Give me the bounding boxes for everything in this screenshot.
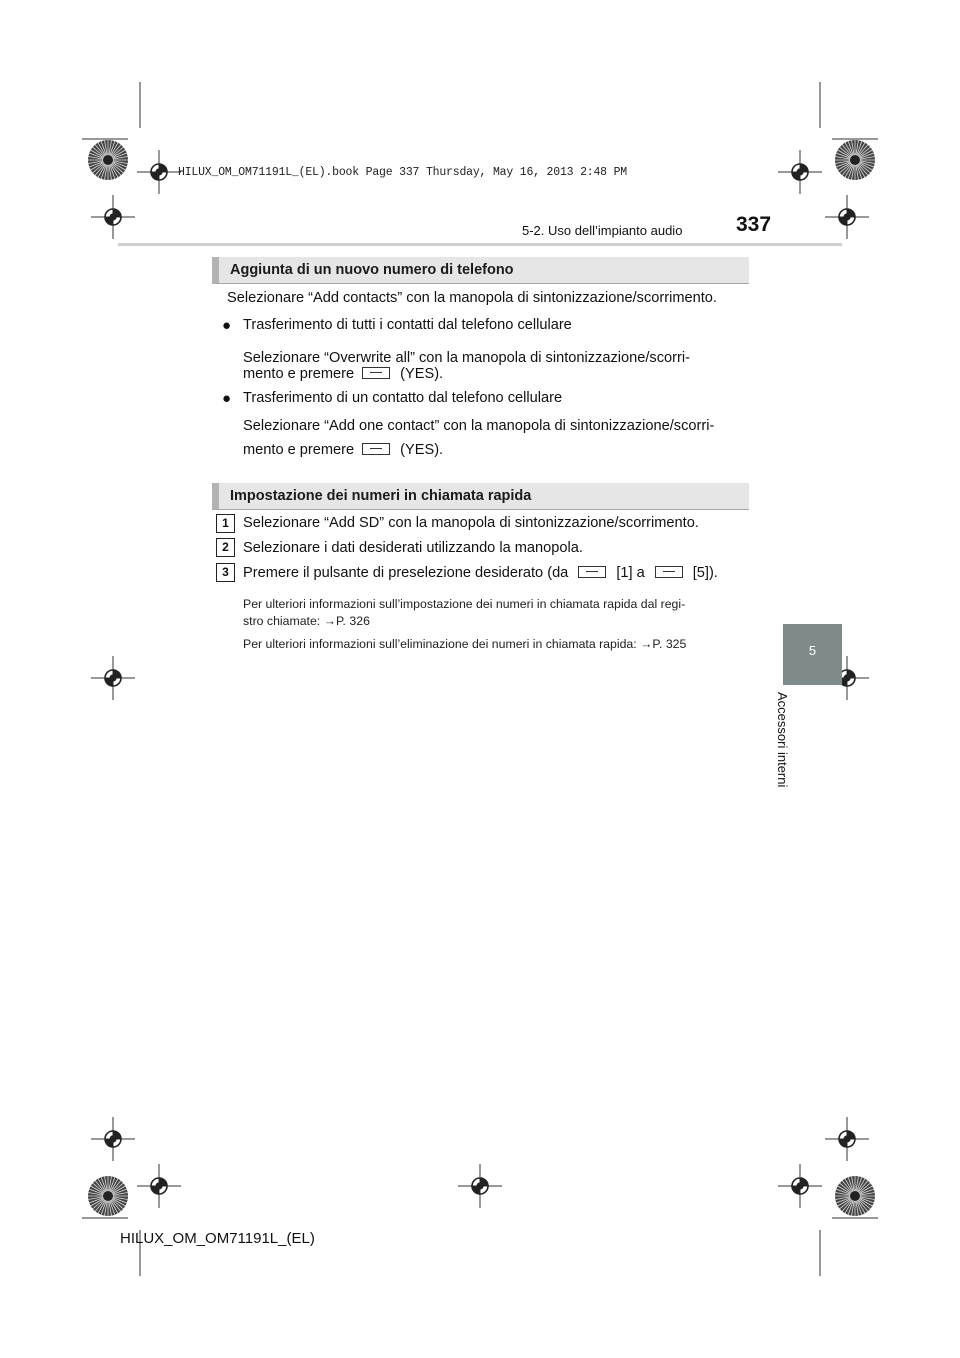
step-text-part: [5]). xyxy=(692,565,718,581)
bullet-line-text: (YES). xyxy=(400,442,444,458)
registration-mark-icon xyxy=(91,656,135,700)
radial-target-icon xyxy=(835,140,875,180)
bullet-title: Trasferimento di un contatto dal telefono cellulare xyxy=(243,390,563,406)
bullet-line-2 xyxy=(243,366,443,382)
chapter-tab-number: 5 xyxy=(808,643,817,658)
section-title: 5-2. Uso dell’impianto audio xyxy=(522,223,683,238)
header-rule xyxy=(118,243,842,246)
step-text: Selezionare “Add SD” con la manopola di sintonizzazione/scorrimento. xyxy=(243,515,699,531)
registration-mark-icon xyxy=(778,1164,822,1208)
radial-target-icon xyxy=(88,1176,128,1216)
preset-button-icon xyxy=(362,367,390,379)
step-text-part: [1] a xyxy=(616,565,645,581)
step-text-part: Premere il pulsante di preselezione desiderato (da xyxy=(243,565,569,581)
section-heading-text: Aggiunta di un nuovo numero di telefono xyxy=(230,262,514,278)
intro-text: Selezionare “Add contacts” con la manopola di sintonizzazione/scorrimento. xyxy=(227,290,717,306)
preset-button-icon xyxy=(362,443,390,455)
preset-button-icon xyxy=(655,566,683,578)
chapter-label-text: Accessori interni xyxy=(775,692,790,788)
registration-mark-icon xyxy=(778,150,822,194)
bullet-line: Selezionare “Overwrite all” con la manopola di sintonizzazione/scorri- xyxy=(243,350,690,366)
bullet-line-text: (YES). xyxy=(400,366,444,382)
chapter-tab-label xyxy=(775,692,817,802)
section-heading-text: Impostazione dei numeri in chiamata rapida xyxy=(230,488,532,504)
bullet-title: Trasferimento di tutti i contatti dal telefono cellulare xyxy=(243,317,572,333)
registration-mark-icon xyxy=(825,1117,869,1161)
footer-manual-code: HILUX_OM_OM71191L_(EL) xyxy=(120,1230,315,1247)
bullet-line-2 xyxy=(243,442,443,458)
registration-mark-icon xyxy=(91,1117,135,1161)
bullet-line: Selezionare “Add one contact” con la manopola di sintonizzazione/scorri- xyxy=(243,418,715,434)
page-number: 337 xyxy=(736,213,772,236)
registration-mark-icon xyxy=(137,1164,181,1208)
step-number-badge: 3 xyxy=(216,563,235,582)
step-number-badge: 1 xyxy=(216,514,235,533)
section-heading-add-number xyxy=(212,257,749,284)
bullet-icon: ● xyxy=(222,390,232,407)
step-number-badge: 2 xyxy=(216,538,235,557)
bullet-line-text: mento e premere xyxy=(243,442,355,458)
note-line: Per ulteriori informazioni sull’impostazione dei numeri in chiamata rapida dal regi- xyxy=(243,597,686,611)
registration-mark-icon xyxy=(458,1164,502,1208)
step-text xyxy=(243,565,718,581)
bullet-line-text: mento e premere xyxy=(243,366,355,382)
preset-button-icon xyxy=(578,566,606,578)
radial-target-icon xyxy=(88,140,128,180)
bullet-icon: ● xyxy=(222,317,232,334)
step-text: Selezionare i dati desiderati utilizzando la manopola. xyxy=(243,540,583,556)
section-heading-speed-dial xyxy=(212,483,749,510)
note-line: stro chiamate: →P. 326 xyxy=(243,614,370,628)
registration-mark-icon xyxy=(137,150,181,194)
book-file-stamp: HILUX_OM_OM71191L_(EL).book Page 337 Thursday, May 16, 2013 2:48 PM xyxy=(178,166,627,179)
registration-mark-icon xyxy=(91,195,135,239)
registration-mark-icon xyxy=(825,195,869,239)
radial-target-icon xyxy=(835,1176,875,1216)
note-line: Per ulteriori informazioni sull’eliminazione dei numeri in chiamata rapida: →P. 325 xyxy=(243,637,687,651)
